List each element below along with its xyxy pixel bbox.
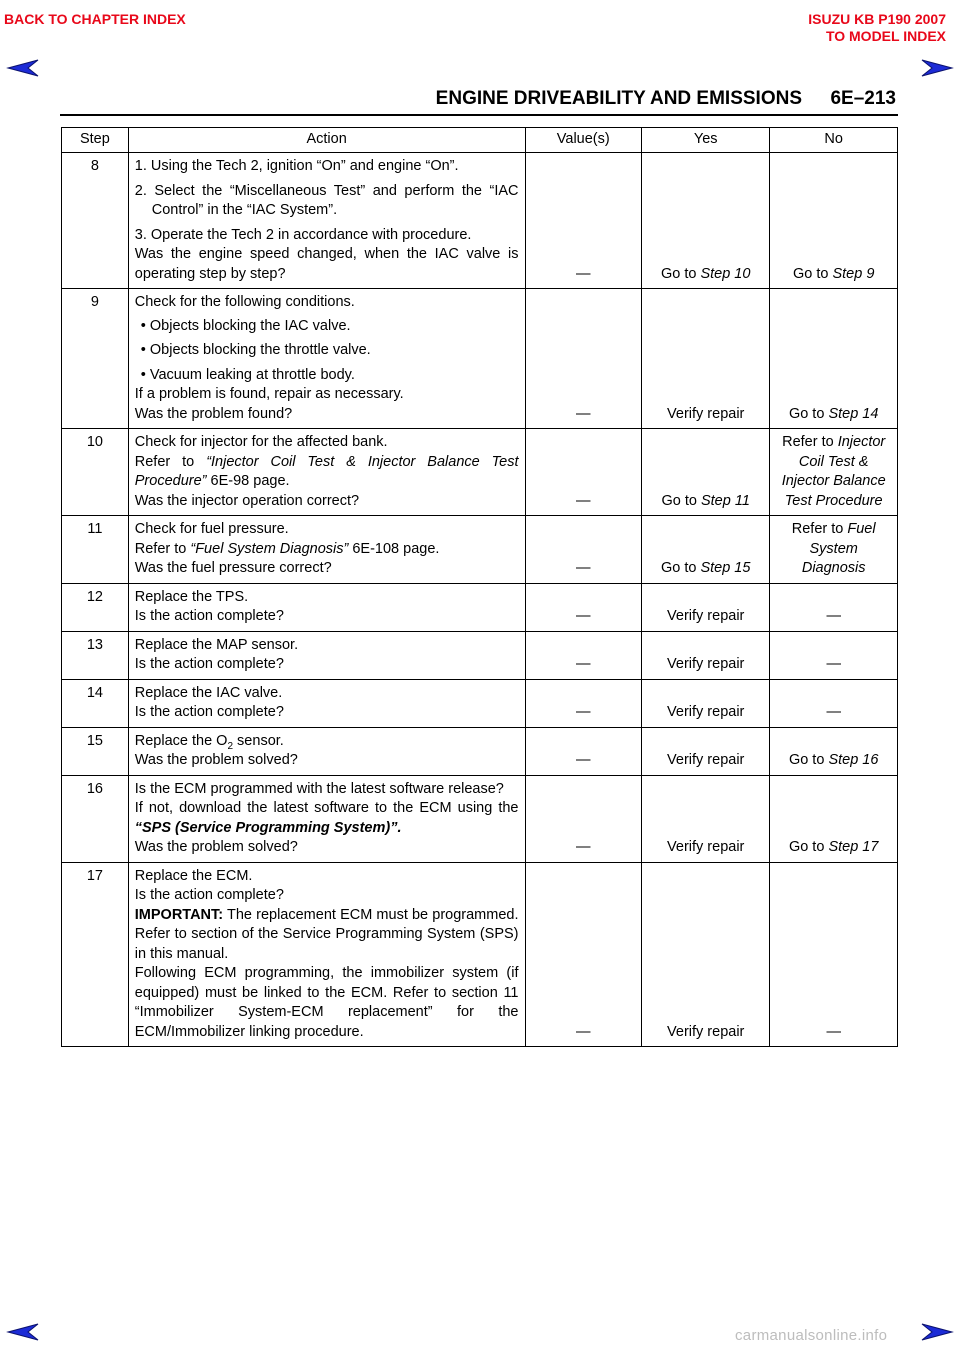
no-cell: — — [770, 679, 898, 727]
list-item: • Objects blocking the IAC valve. — [140, 317, 351, 334]
table-row — [62, 775, 898, 862]
action-cell — [128, 153, 525, 289]
no-prefix: Go to — [792, 265, 833, 282]
next-page-arrow-icon[interactable] — [920, 58, 954, 78]
ref-suffix: 6E-98 page. — [206, 473, 290, 489]
question-text: Was the problem found? — [134, 405, 293, 422]
reference-text — [135, 453, 519, 492]
page-header — [60, 86, 898, 116]
step-number: 14 — [62, 679, 129, 727]
table-row — [62, 679, 898, 727]
step-number: 10 — [62, 429, 129, 516]
table-row — [62, 289, 898, 429]
table-header-row — [62, 128, 898, 153]
question-text: Is the action complete? — [134, 887, 284, 903]
no-cell — [770, 727, 898, 775]
yes-prefix: Go to — [661, 492, 701, 509]
instruction-text: Is the ECM programmed with the latest software release? — [134, 780, 504, 797]
no-cell — [770, 516, 898, 584]
instruction-text: Check for fuel pressure. — [134, 521, 289, 537]
value-cell: — — [525, 631, 642, 679]
page-number: 6E–213 — [830, 88, 896, 109]
model-title-link[interactable]: ISUZU KB P190 2007 — [808, 11, 946, 27]
instruction-text: Replace the IAC valve. — [134, 684, 283, 701]
value-cell: — — [525, 727, 642, 775]
yes-cell — [642, 429, 770, 516]
important-label: IMPORTANT: — [134, 906, 224, 923]
step-number: 12 — [62, 583, 129, 631]
instruction-text: Following ECM programming, the immobilizer system (if equipped) must be linked to the ECM. Refer to section 11 “Immobilizer System-ECM replacement” for the ECM/Immobilizer linking procedure. — [134, 965, 519, 1040]
yes-cell: Verify repair — [642, 631, 770, 679]
value-cell: — — [525, 775, 642, 862]
step-number: 13 — [62, 631, 129, 679]
instruction-text: Replace the ECM. — [134, 867, 253, 884]
important-text: The replacement ECM must be programmed. Refer to section of the Service Programming System (SPS) in this manual. — [134, 906, 519, 962]
watermark-text: carmanualsonline.info — [735, 1327, 888, 1344]
no-cell — [770, 429, 898, 516]
model-index-links[interactable] — [808, 11, 946, 45]
table-row — [62, 862, 898, 1047]
no-reference-link[interactable]: Fuel System Diagnosis — [801, 521, 876, 576]
yes-step-link[interactable]: Step 15 — [700, 560, 751, 576]
no-reference-link[interactable]: Injector Coil Test & Injector Balance Test Procedure — [781, 434, 886, 509]
col-no-header: No — [770, 128, 898, 153]
question-text: Is the action complete? — [134, 608, 284, 624]
yes-prefix: Go to — [660, 560, 701, 576]
no-prefix: Go to — [788, 839, 829, 855]
instruction-pre: Replace the O — [134, 732, 228, 749]
no-prefix: Go to — [788, 752, 829, 768]
action-cell — [128, 583, 525, 631]
list-item: 1. Using the Tech 2, ignition “On” and engine “On”. — [134, 158, 459, 174]
yes-cell: Verify repair — [642, 775, 770, 862]
instruction-pre: If not, download the latest software to the ECM using the — [134, 800, 519, 816]
value-cell: — — [525, 679, 642, 727]
col-values-header: Value(s) — [525, 128, 642, 153]
ref-prefix: Refer to — [134, 540, 191, 557]
instruction-post: sensor. — [233, 732, 284, 749]
procedure-reference-link[interactable]: “Injector Coil Test & Injector Balance Test Procedure” — [134, 453, 519, 489]
reference-text — [135, 540, 519, 560]
col-step-header: Step — [62, 128, 129, 153]
no-step-link[interactable]: Step 17 — [828, 839, 879, 855]
value-cell: — — [525, 429, 642, 516]
question-text: Was the engine speed changed, when the IAC valve is operating step by step? — [134, 246, 519, 282]
instruction-text: Check for injector for the affected bank. — [134, 434, 388, 450]
list-item: 3. Operate the Tech 2 in accordance with procedure. — [134, 226, 472, 243]
no-cell: — — [770, 631, 898, 679]
no-cell: — — [770, 862, 898, 1047]
no-step-link[interactable]: Step 16 — [828, 752, 879, 768]
action-cell — [128, 775, 525, 862]
sps-reference-link[interactable]: “SPS (Service Programming System)”. — [134, 819, 402, 836]
step-number: 16 — [62, 775, 129, 862]
previous-page-arrow-bottom-icon[interactable] — [6, 1322, 40, 1342]
yes-cell: Verify repair — [642, 862, 770, 1047]
question-text: Was the problem solved? — [134, 839, 298, 855]
yes-cell — [642, 153, 770, 289]
no-prefix: Go to — [788, 405, 829, 422]
no-prefix: Refer to — [791, 521, 848, 537]
table-row — [62, 727, 898, 775]
value-cell: — — [525, 289, 642, 429]
to-model-index-link[interactable]: TO MODEL INDEX — [825, 28, 946, 44]
ref-suffix: 6E-108 page. — [348, 540, 440, 557]
value-cell: — — [525, 862, 642, 1047]
yes-cell: Verify repair — [642, 289, 770, 429]
col-yes-header: Yes — [642, 128, 770, 153]
yes-cell: Verify repair — [642, 727, 770, 775]
list-item: • Objects blocking the throttle valve. — [140, 342, 371, 358]
yes-cell: Verify repair — [642, 583, 770, 631]
procedure-reference-link[interactable]: “Fuel System Diagnosis” — [190, 540, 349, 557]
no-cell — [770, 289, 898, 429]
bullet-text: Objects blocking the throttle valve. — [149, 342, 371, 358]
yes-step-link[interactable]: Step 10 — [700, 265, 751, 282]
step-number: 11 — [62, 516, 129, 584]
no-step-link[interactable]: Step 14 — [828, 405, 879, 422]
no-prefix: Refer to — [782, 434, 838, 450]
yes-step-link[interactable]: Step 11 — [700, 492, 750, 509]
yes-cell — [642, 516, 770, 584]
table-row — [62, 516, 898, 584]
page-title: ENGINE DRIVEABILITY AND EMISSIONS — [435, 88, 802, 109]
action-cell — [128, 679, 525, 727]
instruction-text: If a problem is found, repair as necessary. — [134, 386, 404, 402]
next-page-arrow-bottom-icon[interactable] — [920, 1322, 954, 1342]
no-cell — [770, 153, 898, 289]
table-row — [62, 429, 898, 516]
question-text: Is the action complete? — [134, 704, 284, 720]
action-cell — [128, 516, 525, 584]
bullet-text: Objects blocking the IAC valve. — [149, 317, 351, 334]
action-cell — [128, 429, 525, 516]
ref-prefix: Refer to — [134, 453, 207, 470]
important-note — [135, 906, 519, 965]
list-item: 2. Select the “Miscellaneous Test” and perform the “IAC Control” in the “IAC System”. — [134, 182, 519, 218]
step-number: 9 — [62, 289, 129, 429]
question-text: Was the fuel pressure correct? — [134, 560, 332, 576]
question-text: Was the problem solved? — [134, 752, 298, 768]
value-cell: — — [525, 583, 642, 631]
diagnostic-table — [61, 127, 898, 1047]
table-row — [62, 153, 898, 289]
instruction-text: Replace the TPS. — [134, 588, 249, 605]
subscript: 2 — [227, 740, 234, 752]
question-text: Is the action complete? — [134, 656, 284, 672]
table-row — [62, 583, 898, 631]
action-cell — [128, 289, 525, 429]
bullet-text: Vacuum leaking at throttle body. — [149, 366, 355, 383]
value-cell: — — [525, 153, 642, 289]
instruction-text: Replace the MAP sensor. — [134, 636, 299, 653]
step-number: 8 — [62, 153, 129, 289]
action-cell — [128, 727, 525, 775]
action-cell — [128, 862, 525, 1047]
value-cell: — — [525, 516, 642, 584]
step-number: 15 — [62, 727, 129, 775]
previous-page-arrow-icon[interactable] — [6, 58, 40, 78]
list-item: • Vacuum leaking at throttle body. — [140, 366, 355, 383]
no-step-link[interactable]: Step 9 — [832, 265, 875, 282]
col-action-header: Action — [128, 128, 525, 153]
action-cell — [128, 631, 525, 679]
back-to-chapter-index-link[interactable]: BACK TO CHAPTER INDEX — [4, 11, 186, 27]
no-cell — [770, 775, 898, 862]
table-row — [62, 631, 898, 679]
yes-cell: Verify repair — [642, 679, 770, 727]
instruction-text — [135, 732, 519, 752]
instruction-text — [135, 799, 519, 838]
question-text: Was the injector operation correct? — [134, 492, 360, 509]
no-cell: — — [770, 583, 898, 631]
step-number: 17 — [62, 862, 129, 1047]
yes-prefix: Go to — [660, 265, 701, 282]
intro-text: Check for the following conditions. — [134, 294, 355, 310]
